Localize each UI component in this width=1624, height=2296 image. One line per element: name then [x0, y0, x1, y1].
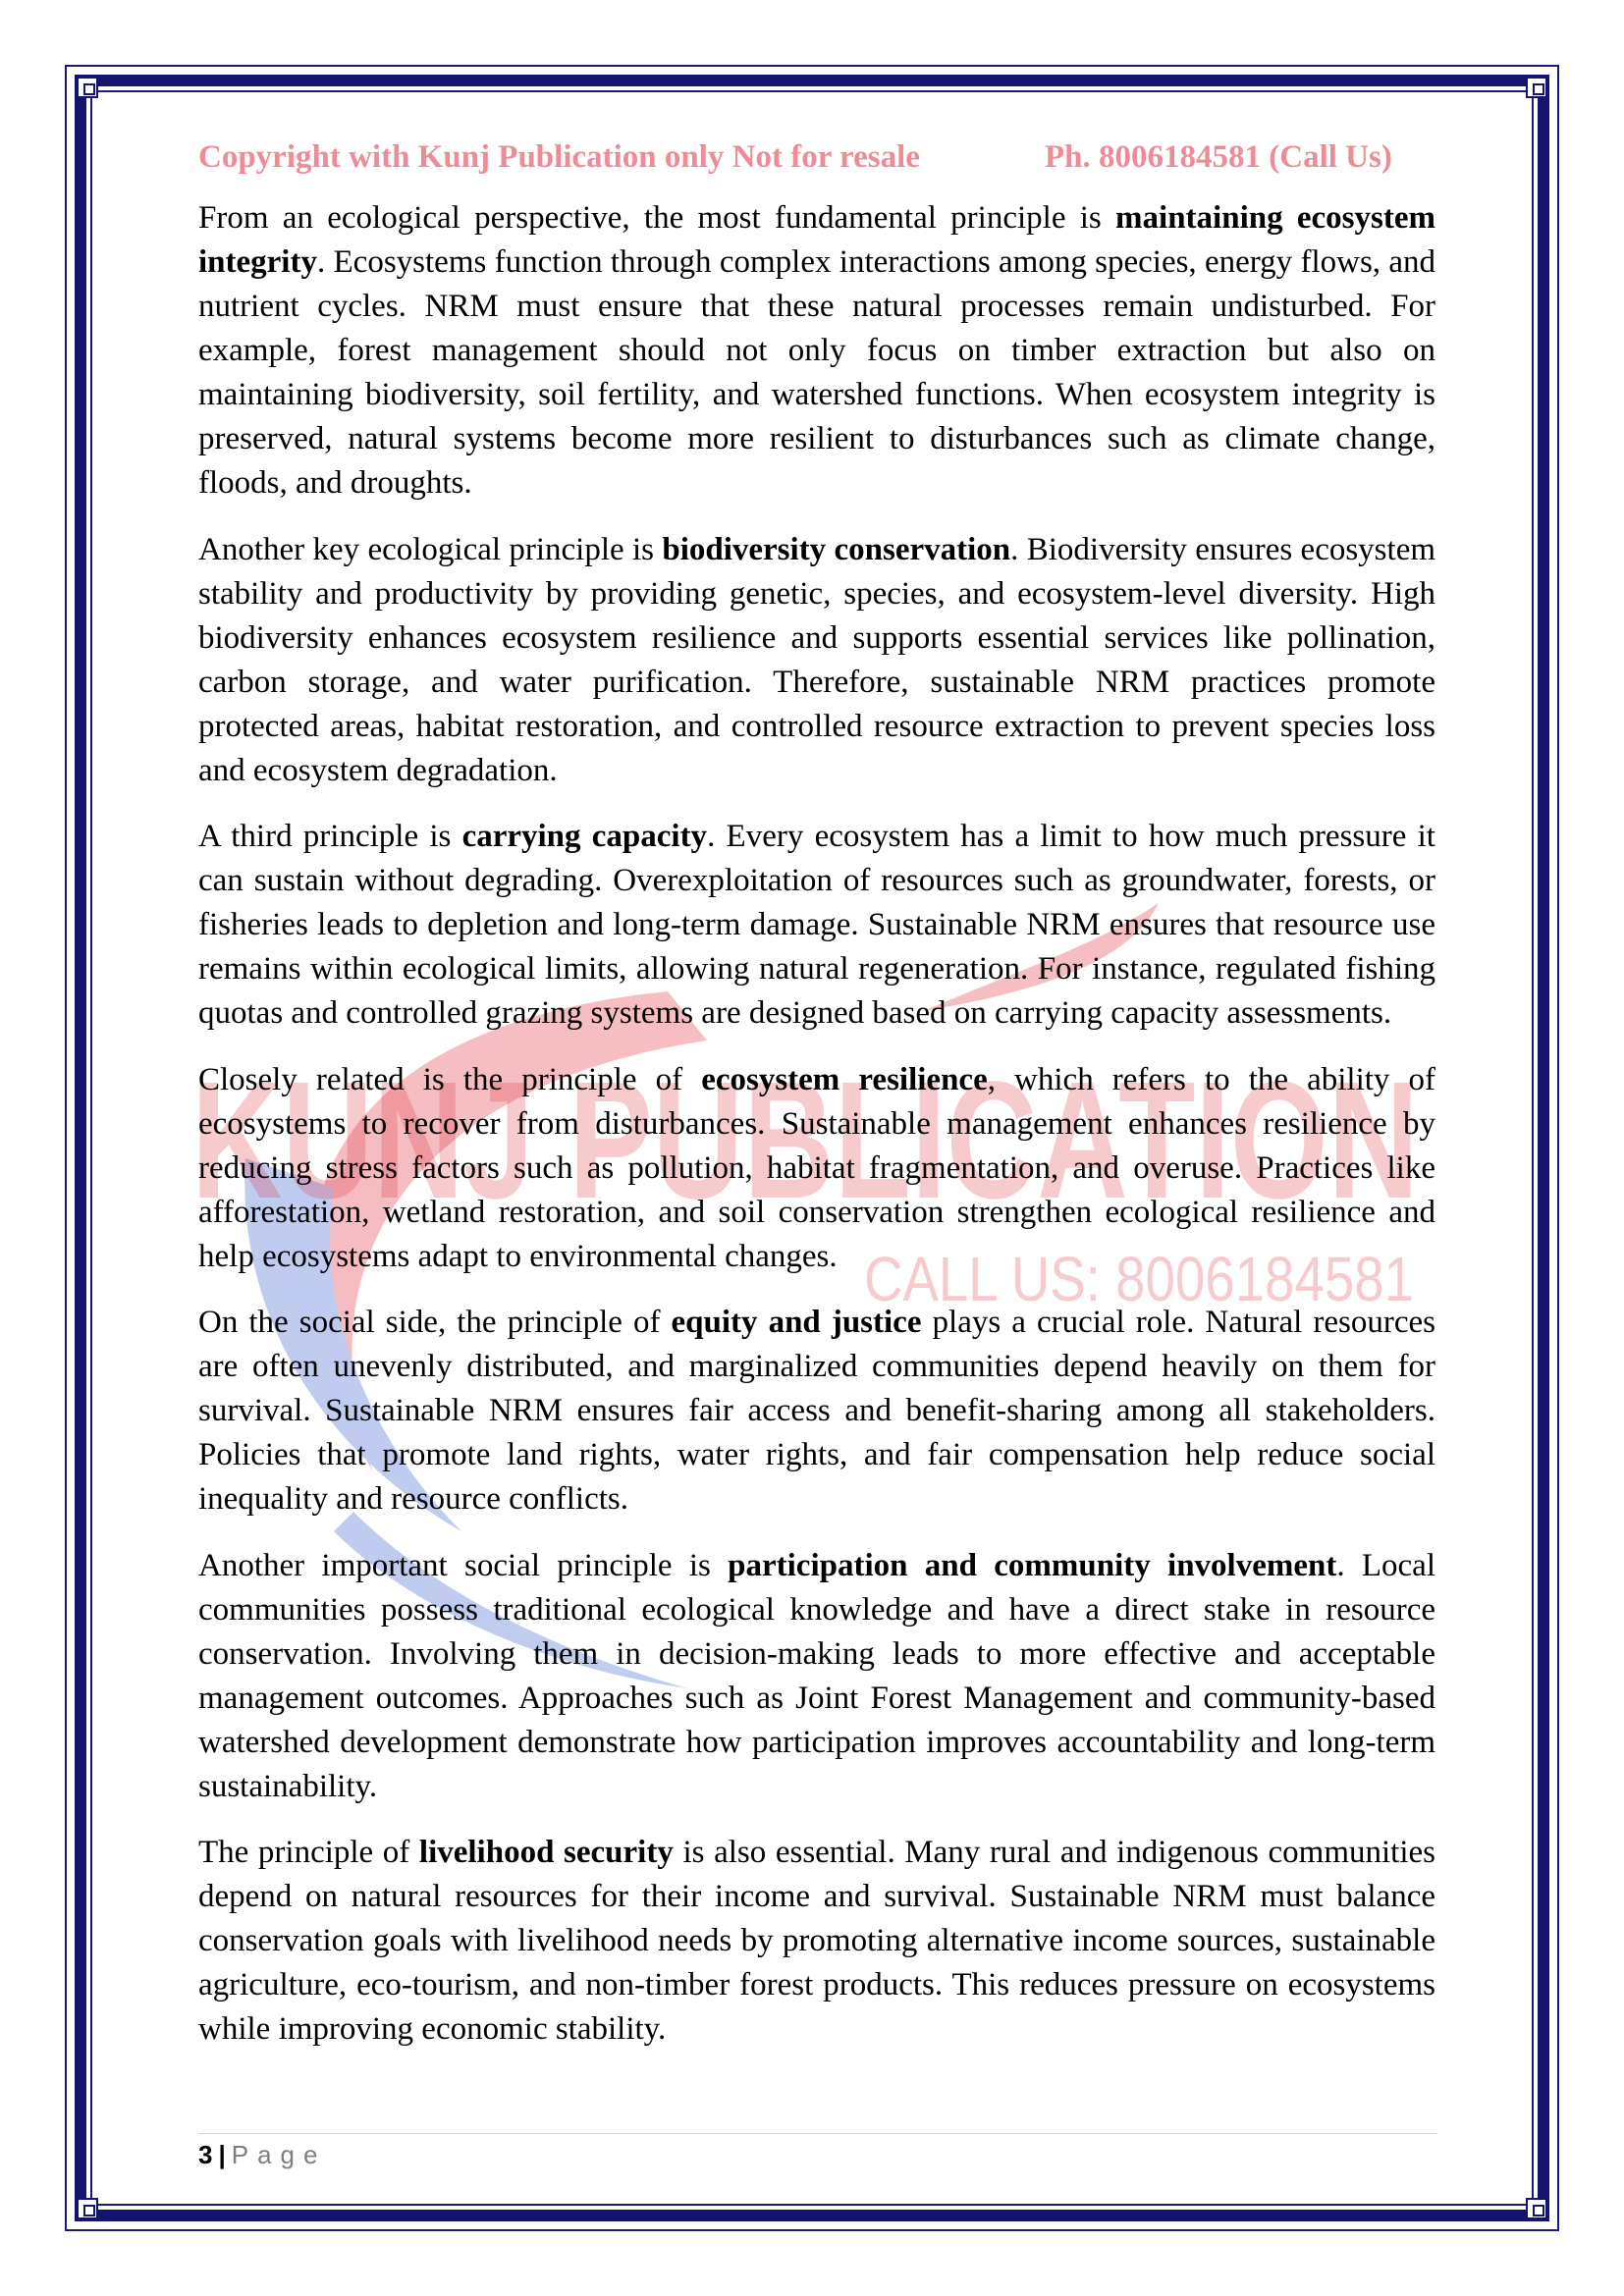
- paragraph-text: The principle of: [198, 1835, 419, 1870]
- key-term: livelihood security: [418, 1835, 674, 1870]
- key-term: biodiversity conservation: [662, 531, 1011, 567]
- copyright-notice: Copyright with Kunj Publication only Not for resale: [198, 139, 920, 175]
- paragraph-carrying-capacity: [198, 815, 1435, 1036]
- page-number: 3: [198, 2140, 213, 2169]
- key-term: ecosystem resilience: [701, 1061, 988, 1097]
- paragraph-text: Another key ecological principle is: [198, 531, 663, 567]
- page-footer: [198, 2140, 326, 2170]
- paragraph-participation: [198, 1544, 1435, 1809]
- page-label: Page: [231, 2140, 327, 2169]
- border-corner-top-right: [1526, 77, 1547, 98]
- paragraph-text: . Local communities possess traditional ecological knowledge and have a direct stake in resource conservation. Involving them in decision-making leads to more effective and acceptable management outcomes. Approaches such as Joint Forest Management and community-based watershed development demonstrate how participation improves accountability and long-term sustainability.: [198, 1547, 1435, 1804]
- paragraph-text: plays a crucial role. Natural resources are often unevenly distributed, and marginalized communities depend heavily on them for survival. Sustainable NRM ensures fair access and benefit-sharing among all stakeholders. Policies that promote land rights, water rights, and fair compensation help reduce social inequality and resource conflicts.: [198, 1305, 1435, 1517]
- paragraph-biodiversity-conservation: [198, 528, 1435, 793]
- paragraph-text: From an ecological perspective, the most fundamental principle is: [198, 200, 1116, 236]
- border-corner-top-left: [77, 77, 98, 98]
- footer-divider: [198, 2133, 1437, 2134]
- border-corner-bottom-right: [1526, 2198, 1547, 2219]
- paragraph-text: On the social side, the principle of: [198, 1305, 672, 1340]
- paragraph-ecosystem-integrity: [198, 196, 1435, 506]
- paragraph-text: Another important social principle is: [198, 1547, 729, 1583]
- paragraph-text: . Every ecosystem has a limit to how much pressure it can sustain without degrading. Overexploitation of resources such as groundwater, forests, or fisheries leads to depletion and long-term damage. Sustainable NRM ensures that resource use remains within ecological limits, allowing natural regeneration. For instance, regulated fishing quotas and controlled grazing systems are designed based on carrying capacity assessments.: [198, 819, 1435, 1031]
- document-body: [198, 196, 1435, 2074]
- watermark-call-text: CALL US: 8006184581: [864, 1244, 1414, 1314]
- key-term: maintaining ecosystem integrity: [198, 200, 1435, 280]
- key-term: participation and community involvement: [728, 1547, 1337, 1583]
- paragraph-livelihood-security: [198, 1831, 1435, 2052]
- key-term: equity and justice: [671, 1305, 922, 1340]
- paragraph-text: . Ecosystems function through complex interactions among species, energy flows, and nutrient cycles. NRM must ensure that these natural processes remain undisturbed. For example, forest management should not only focus on timber extraction but also on maintaining biodiversity, soil fertility, and watershed functions. When ecosystem integrity is preserved, natural systems become more resilient to disturbances such as climate change, floods, and droughts.: [198, 244, 1435, 501]
- page-header: [198, 139, 1435, 176]
- paragraph-text: . Biodiversity ensures ecosystem stability and productivity by providing genetic, species, and ecosystem-level diversity. High biodiversity enhances ecosystem resilience and supports essential services like pollination, carbon storage, and water purification. Therefore, sustainable NRM practices promote protected areas, habitat restoration, and controlled resource extraction to prevent species loss and ecosystem degradation.: [198, 531, 1436, 788]
- paragraph-text: , which refers to the ability of ecosystems to recover from disturbances. Sustainable management enhances resilience by reducing stress factors such as pollution, habitat fragmentation, and overuse. Practices like afforestation, wetland restoration, and soil conservation strengthen ecological resilience and help ecosystems adapt to environmental changes.: [198, 1061, 1435, 1274]
- border-corner-bottom-left: [77, 2198, 98, 2219]
- contact-phone: Ph. 8006184581 (Call Us): [1045, 139, 1392, 175]
- paragraph-text: Closely related is the principle of: [198, 1061, 702, 1097]
- watermark-brand-text: KUNJ PUBLICATION: [191, 1047, 1419, 1234]
- paragraph-text: is also essential. Many rural and indigenous communities depend on natural resources for their income and survival. Sustainable NRM must balance conservation goals with livelihood needs by promoting alternative income sources, sustainable agriculture, eco-tourism, and non-timber forest products. This reduces pressure on ecosystems while improving economic stability.: [198, 1835, 1435, 2047]
- key-term: carrying capacity: [461, 819, 708, 854]
- footer-separator: |: [218, 2140, 226, 2169]
- paragraph-ecosystem-resilience: [198, 1058, 1435, 1279]
- paragraph-text: A third principle is: [198, 819, 462, 854]
- paragraph-equity-justice: [198, 1301, 1435, 1522]
